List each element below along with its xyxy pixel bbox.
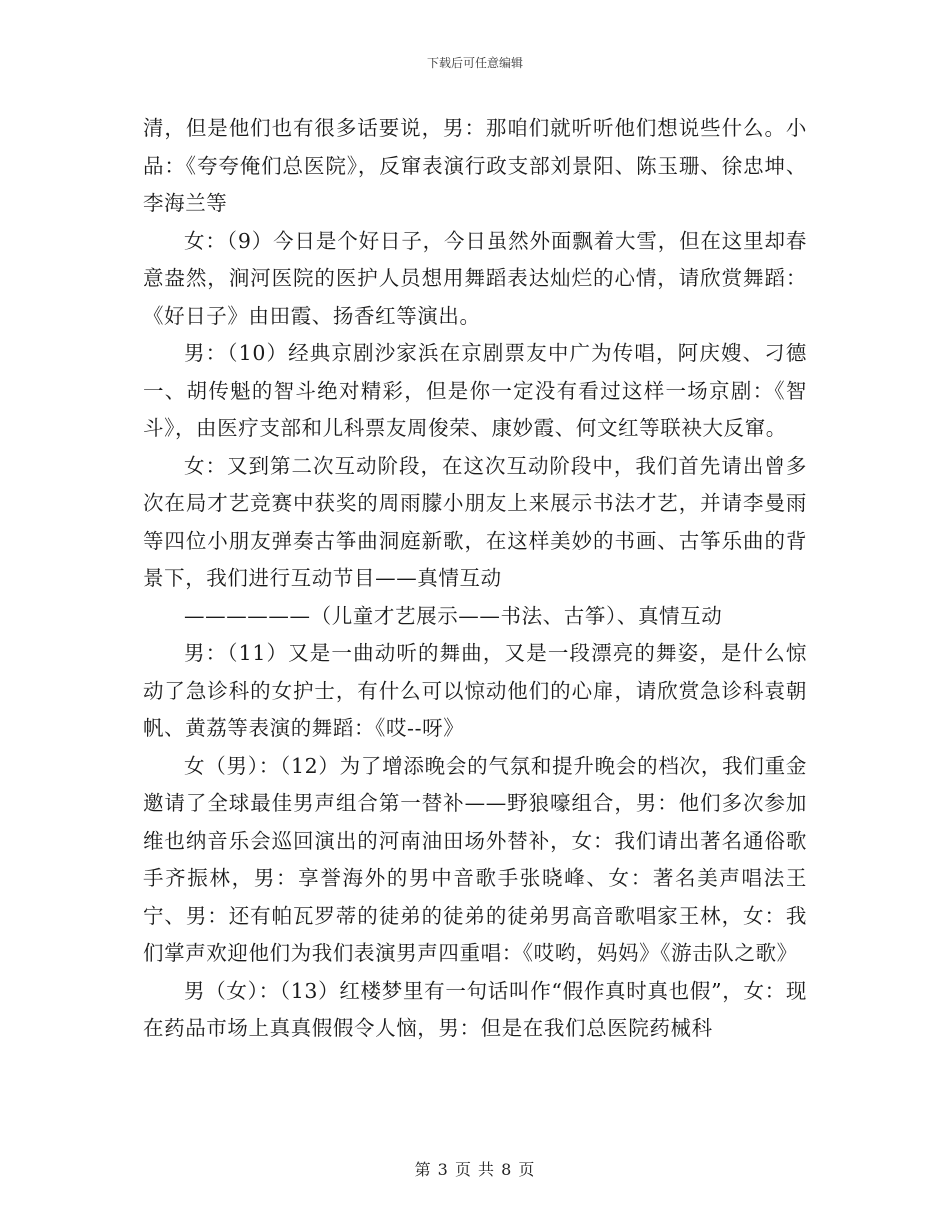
- paragraph: 男：（10）经典京剧沙家浜在京剧票友中广为传唱，阿庆嫂、刁德一、胡传魁的智斗绝对精彩，但是你一定没有看过这样一场京剧：《智斗》，由医疗支部和儿科票友周俊荣、康妙霞、何文红等联袂大反窜。: [143, 341, 807, 440]
- paragraph: 女：（9）今日是个好日子，今日虽然外面飘着大雪，但在这里却春意盎然，涧河医院的医护人员想用舞蹈表达灿烂的心情，请欣赏舞蹈：《好日子》由田霞、扬香红等演出。: [143, 228, 807, 328]
- paragraph: 女：又到第二次互动阶段，在这次互动阶段中，我们首先请出曾多次在局才艺竞赛中获奖的周雨朦小朋友上来展示书法才艺，并请李曼雨等四位小朋友弹奏古筝曲洞庭新歌，在这样美妙的书画、古筝乐曲的背景下，我们进行互动节目——真情互动: [143, 453, 807, 590]
- paragraph: 清，但是他们也有很多话要说，男：那咱们就听听他们想说些什么。小品：《夸夸俺们总医院》，反窜表演行政支部刘景阳、陈玉珊、徐忠坤、李海兰等: [143, 116, 807, 215]
- paragraph: 男（女）：（13）红楼梦里有一句话叫作“假作真时真也假”，女：现在药品市场上真真假假令人恼，男：但是在我们总医院药械科: [143, 978, 807, 1040]
- paragraph: ——————（儿童才艺展示——书法、古筝）、真情互动: [184, 603, 723, 628]
- document-body: [143, 110, 807, 1048]
- paragraph: 女（男）：（12）为了增添晚会的气氛和提升晚会的档次，我们重金邀请了全球最佳男声组合第一替补——野狼嚎组合，男：他们多次参加维也纳音乐会巡回演出的河南油田场外替补，女：我们请出著名通俗歌手齐振林，男：享誉海外的男中音歌手张晓峰、女：著名美声唱法王宁、男：还有帕瓦罗蒂的徒弟的徒弟的徒弟男高音歌唱家王林，女：我们掌声欢迎他们为我们表演男声四重唱：《哎哟，妈妈》《游击队之歌》: [143, 753, 807, 965]
- page-footer: 第 3 页 共 8 页: [414, 1160, 536, 1179]
- page-header: 下载后可任意编辑: [426, 56, 523, 70]
- paragraph: 男：（11）又是一曲动听的舞曲，又是一段漂亮的舞姿，是什么惊动了急诊科的女护士，有什么可以惊动他们的心扉，请欣赏急诊科袁朝帆、黄荔等表演的舞蹈：《哎--呀》: [143, 641, 807, 740]
